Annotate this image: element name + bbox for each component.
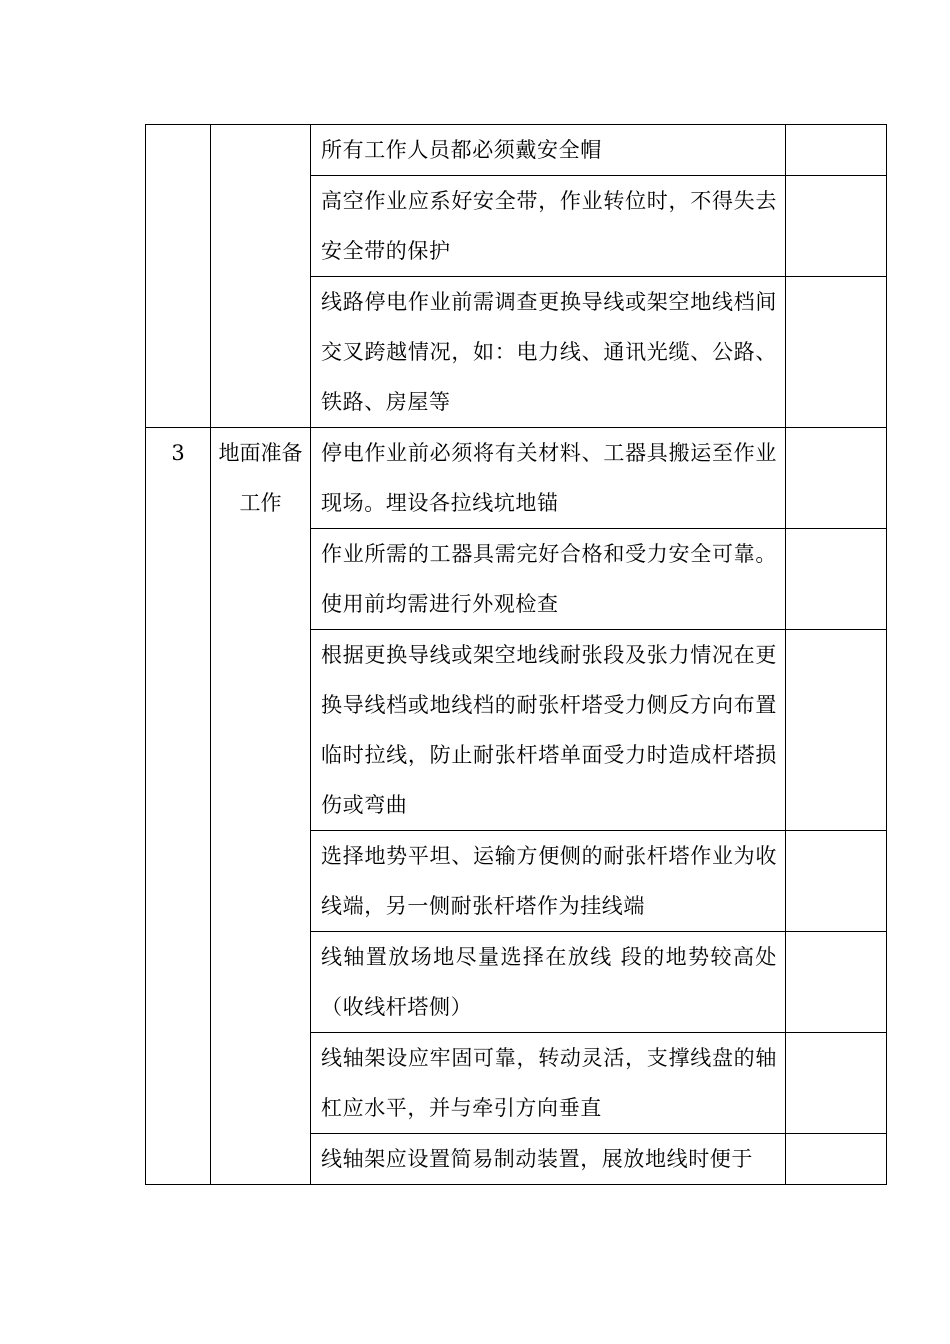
- requirement-cell: 作业所需的工器具需完好合格和受力安全可靠。使用前均需进行外观检查: [311, 529, 786, 630]
- requirement-cell: 选择地势平坦、运输方便侧的耐张杆塔作业为收线端，另一侧耐张杆塔作为挂线端: [311, 831, 786, 932]
- check-cell: [786, 529, 887, 630]
- requirement-cell: 高空作业应系好安全带，作业转位时，不得失去安全带的保护: [311, 176, 786, 277]
- check-cell: [786, 428, 887, 529]
- check-cell: [786, 630, 887, 831]
- requirement-cell: 线轴置放场地尽量选择在放线 段的地势较高处（收线杆塔侧）: [311, 932, 786, 1033]
- item-category-cell: 地面准备工作: [211, 428, 311, 1185]
- item-number-cell: 3: [146, 428, 211, 1185]
- requirement-cell: 线轴架应设置简易制动装置，展放地线时便于: [311, 1134, 786, 1185]
- safety-measures-table: [145, 124, 887, 1185]
- requirement-cell: 线路停电作业前需调查更换导线或架空地线档间交叉跨越情况，如：电力线、通讯光缆、公路、铁路、房屋等: [311, 277, 786, 428]
- check-cell: [786, 277, 887, 428]
- requirement-cell: 所有工作人员都必须戴安全帽: [311, 125, 786, 176]
- check-cell: [786, 932, 887, 1033]
- check-cell: [786, 176, 887, 277]
- table-row: [146, 125, 887, 176]
- check-cell: [786, 1134, 887, 1185]
- table-row: [146, 428, 887, 529]
- requirement-cell: 根据更换导线或架空地线耐张段及张力情况在更换导线档或地线档的耐张杆塔受力侧反方向布置临时拉线，防止耐张杆塔单面受力时造成杆塔损伤或弯曲: [311, 630, 786, 831]
- requirement-cell: 线轴架设应牢固可靠，转动灵活，支撑线盘的轴杠应水平，并与牵引方向垂直: [311, 1033, 786, 1134]
- check-cell: [786, 831, 887, 932]
- item-category-cell: [211, 125, 311, 428]
- item-number-cell: [146, 125, 211, 428]
- check-cell: [786, 125, 887, 176]
- requirement-cell: 停电作业前必须将有关材料、工器具搬运至作业现场。埋设各拉线坑地锚: [311, 428, 786, 529]
- check-cell: [786, 1033, 887, 1134]
